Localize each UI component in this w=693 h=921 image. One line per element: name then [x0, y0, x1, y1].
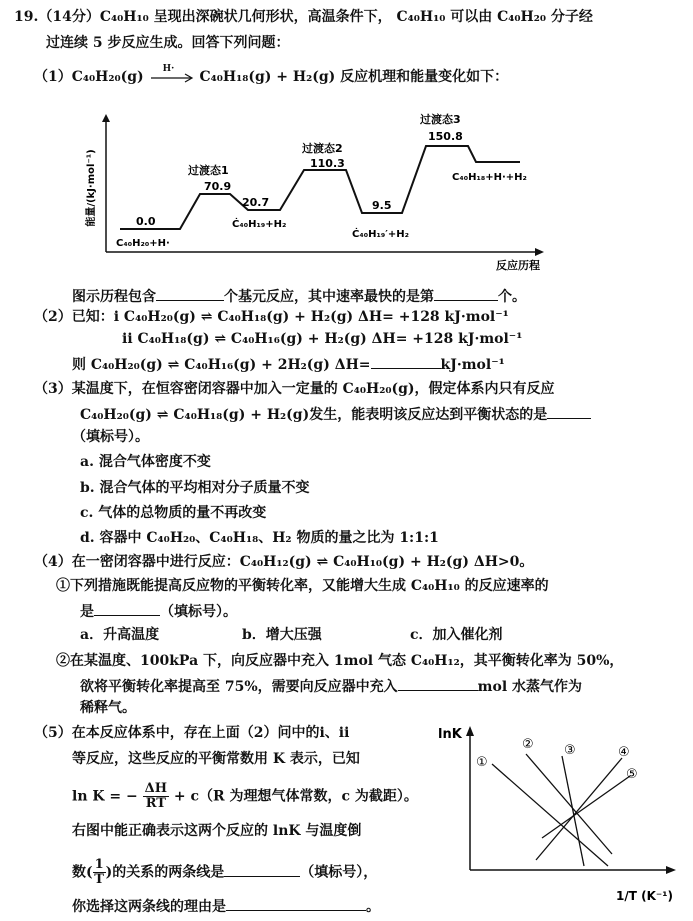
answer-blank-4b[interactable]: [398, 676, 478, 691]
part5-formula: [72, 782, 418, 811]
lnk-ylabel: lnK: [438, 727, 462, 742]
part3-line3: （填标号）。: [72, 429, 149, 445]
part5-line6a: 你选择这两条线的理由是: [72, 899, 226, 915]
answer-blank-2[interactable]: [371, 354, 441, 369]
energy-value-int1: 20.7: [242, 196, 270, 209]
lnk-line-4: [536, 758, 622, 860]
answer-blank-1a[interactable]: [156, 286, 224, 301]
formula-lnk: ln K = −: [72, 788, 138, 805]
part2-then-a: 则 C₄₀H₂₀(g) ⇌ C₄₀H₁₆(g) + 2H₂(g) ΔH=: [72, 357, 371, 373]
energy-species-int2: Ċ₄₀H₁₉′+H₂: [352, 229, 409, 240]
energy-species-int1: Ċ₄₀H₁₉+H₂: [232, 219, 287, 230]
energy-value-ts1: 70.9: [204, 180, 232, 193]
part1-label: （1）C₄₀H₂₀(g): [34, 69, 144, 85]
formula-denominator: RT: [145, 796, 166, 811]
part1-question-a: 图示历程包含: [72, 289, 156, 305]
inverse-t-fraction: [93, 858, 106, 887]
answer-blank-3[interactable]: [547, 404, 591, 419]
energy-value-ts3: 150.8: [428, 130, 463, 143]
part1-question-b: 个基元反应，其中速率最快的是第: [224, 289, 434, 305]
energy-diagram: [80, 112, 550, 272]
part5-line5b: )的关系的两条线是: [105, 864, 225, 881]
part4-line4: ②在某温度、100kPa 下，向反应器中充入 1mol 气态 C₄₀H₁₂，其平衡转化率为 50%，: [56, 653, 624, 669]
lnk-line-label-2: ②: [522, 737, 534, 752]
lnk-line-label-3: ③: [564, 743, 576, 758]
reaction-arrow: [149, 64, 195, 84]
energy-species-0: C₄₀H₂₀+H·: [116, 238, 170, 249]
part3-line2: [80, 404, 591, 424]
part4-option-a: a．升高温度: [80, 627, 160, 643]
lnk-axis-y-arrow: [466, 726, 474, 736]
part4-line3: [80, 601, 237, 621]
energy-value-0: 0.0: [136, 215, 156, 228]
part2-then: [72, 354, 505, 374]
lnk-line-1: [492, 764, 608, 866]
lnk-line-5: [542, 776, 630, 838]
part4-line5b: mol 水蒸气作为: [477, 679, 583, 695]
part3-line1: （3）某温度下，在恒容密闭容器中加入一定量的 C₄₀H₂₀(g)，假定体系内只有反应: [34, 381, 555, 397]
part4-line1: （4）在一密闭容器中进行反应：C₄₀H₁₂(g) ⇌ C₄₀H₁₀(g) + H₂(g) ΔH>0。: [34, 554, 534, 570]
part4-line5a: 欲将平衡转化率提高至 75%，需要向反应器中充入: [80, 679, 398, 695]
part4-line3a: 是: [80, 604, 94, 620]
question-header-line2: 过连续 5 步反应生成。回答下列问题：: [46, 35, 290, 51]
part4-line3b: （填标号）。: [160, 604, 237, 620]
part5-line4: 右图中能正确表示这两个反应的 lnK 与温度倒: [72, 823, 362, 839]
lnk-axis-x-arrow: [666, 866, 676, 874]
lnk-chart: [436, 718, 686, 918]
part3-option-c: c. 气体的总物质的量不再改变: [80, 505, 267, 521]
part5-line2: 等反应，这些反应的平衡常数用 K 表示，已知: [72, 751, 360, 767]
part4-option-b: b．增大压强: [242, 627, 322, 643]
part3-option-a: a. 混合气体密度不变: [80, 454, 211, 470]
answer-blank-1b[interactable]: [434, 286, 498, 301]
part4-line5: [80, 676, 582, 696]
part5-line5: [72, 858, 377, 887]
lnk-xlabel: 1/T (K⁻¹): [616, 889, 673, 903]
part5-line6b: 。: [366, 899, 380, 915]
part4-line6: 稀释气。: [80, 700, 136, 716]
formula-numerator: ΔH: [144, 781, 167, 796]
part4-option-c: c．加入催化剂: [410, 627, 503, 643]
energy-ylabel: 能量/(kJ·mol⁻¹): [86, 149, 97, 227]
energy-ts3-label: 过渡态3: [420, 113, 461, 126]
part1-question-c: 个。: [498, 289, 526, 305]
part1-question: [72, 286, 526, 306]
part3-option-d: d. 容器中 C₄₀H₂₀、C₄₀H₁₈、H₂ 物质的量之比为 1:1:1: [80, 530, 439, 546]
formula-rest: + c（R 为理想气体常数，c 为截距）。: [173, 788, 418, 805]
part5-line6: [72, 896, 380, 916]
part3-option-b: b. 混合气体的平均相对分子质量不变: [80, 480, 310, 496]
part5-line5c: （填标号），: [300, 864, 378, 881]
energy-ts2-label: 过渡态2: [302, 142, 343, 155]
energy-axis-y-arrow: [102, 114, 110, 122]
part2-then-b: kJ·mol⁻¹: [440, 357, 505, 373]
part5-line5a: 数(: [72, 864, 93, 881]
answer-blank-4a[interactable]: [94, 601, 160, 616]
inverse-t-numerator: 1: [94, 857, 104, 872]
part4-line2: ①下列措施既能提高反应物的平衡转化率，又能增大生成 C₄₀H₁₀ 的反应速率的: [56, 578, 549, 594]
lnk-line-2: [526, 754, 612, 854]
part2-reaction-ii: ⅱ C₄₀H₁₈(g) ⇌ C₄₀H₁₆(g) + H₂(g) ΔH= +128 kJ·mol⁻¹: [122, 331, 523, 347]
lnk-line-label-4: ④: [618, 745, 630, 760]
answer-blank-5b[interactable]: [226, 896, 366, 911]
energy-species-final: C₄₀H₁₈+H·+H₂: [452, 172, 527, 183]
part1-products: C₄₀H₁₈(g) + H₂(g) 反应机理和能量变化如下：: [199, 69, 509, 85]
energy-value-ts2: 110.3: [310, 157, 345, 170]
part5-line1: （5）在本反应体系中，存在上面（2）问中的ⅰ、ⅱ: [34, 725, 350, 741]
lnk-line-label-5: ⑤: [626, 767, 638, 782]
formula-fraction: [143, 782, 169, 811]
lnk-line-label-1: ①: [476, 755, 488, 770]
part2-intro: （2）已知：ⅰ C₄₀H₂₀(g) ⇌ C₄₀H₁₈(g) + H₂(g) ΔH= +128 kJ·mol⁻¹: [34, 309, 509, 325]
energy-xlabel: 反应历程: [496, 259, 540, 272]
arrow-condition: H·: [162, 64, 175, 74]
energy-axis-x-arrow: [535, 248, 544, 256]
energy-ts1-label: 过渡态1: [188, 164, 229, 177]
inverse-t-denominator: T: [94, 872, 104, 887]
part1-reaction: [34, 64, 509, 86]
part3-line2-text: C₄₀H₂₀(g) ⇌ C₄₀H₁₈(g) + H₂(g)发生，能表明该反应达到平衡状态的是: [80, 407, 548, 423]
answer-blank-5a[interactable]: [224, 862, 300, 877]
energy-value-int2: 9.5: [372, 199, 392, 212]
question-header-line1: 19.（14分）C₄₀H₁₀ 呈现出深碗状几何形状，高温条件下， C₄₀H₁₀ 可以由 C₄₀H₂₀ 分子经: [14, 9, 593, 25]
